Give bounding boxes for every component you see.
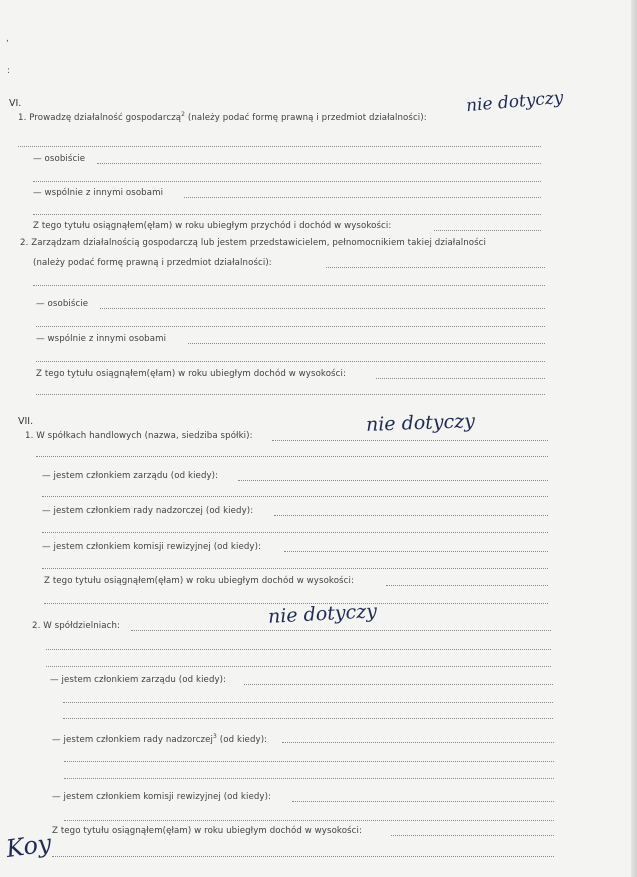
vi-item2-line2: (należy podać formę prawną i przedmiot działalności): xyxy=(33,258,272,268)
vi-item2-personally: — osobiście xyxy=(36,299,89,309)
vii-item2-line xyxy=(64,820,554,821)
vii-item2-board-line xyxy=(244,684,553,685)
vii-item2-income: Z tego tytułu osiągnąłem(ęłam) w roku ubiegłym dochód w wysokości: xyxy=(52,826,362,836)
vii-item1-audit: — jestem członkiem komisji rewizyjnej (od kiedy): xyxy=(42,542,262,552)
vii-item1-line xyxy=(272,440,548,441)
vi-item1-jointly-line xyxy=(184,197,541,198)
vi-item2-jointly-line xyxy=(188,343,545,344)
vii-item2-supervisory: — jestem członkiem rady nadzorczej$^3$ (od kiedy): xyxy=(52,733,268,745)
vii-item1-line xyxy=(42,568,548,569)
vi-item1-income: Z tego tytułu osiągnąłem(ęłam) w roku ubiegłym przychód i dochód w wysokości: xyxy=(33,221,392,231)
vii-item2-line xyxy=(64,761,554,762)
vii-item2-line xyxy=(131,630,551,631)
signature-initials: Koy xyxy=(4,828,54,864)
vii-item1-line xyxy=(42,496,548,497)
vii-item1-audit-line xyxy=(284,551,548,552)
vii-item1-board: — jestem członkiem zarządu (od kiedy): xyxy=(42,471,219,481)
vi-item2-income: Z tego tytułu osiągnąłem(ęłam) w roku ubiegłym dochód w wysokości: xyxy=(36,369,346,379)
vii-item1-board-line xyxy=(238,480,548,481)
vii-item2-line xyxy=(46,649,551,650)
vii-item1-income-line xyxy=(386,585,548,586)
vi-item1-line xyxy=(33,214,541,215)
vii-item2-line xyxy=(46,666,551,667)
vii-item2-board: — jestem członkiem zarządu (od kiedy): xyxy=(50,675,227,685)
vii-item2-text: 2. W spółdzielniach: xyxy=(32,621,120,631)
vi-item2-line xyxy=(36,361,545,362)
vii-item2-handwritten-note: nie dotyczy xyxy=(267,600,378,628)
vii-item2-line xyxy=(52,856,554,857)
vii-item2-supervisory-line xyxy=(282,742,554,743)
page-edge-shadow xyxy=(631,0,637,877)
vii-item2-income-line xyxy=(391,835,554,836)
vi-item2-line xyxy=(33,285,545,286)
vi-item2-line xyxy=(36,394,545,395)
vi-item2-line1: 2. Zarządzam działalnością gospodarczą lub jestem przedstawicielem, pełnomocnikiem takiej działalności xyxy=(20,238,486,248)
vii-item1-line xyxy=(42,532,548,533)
vi-item1-jointly: — wspólnie z innymi osobami xyxy=(33,188,164,198)
margin-mark: : xyxy=(7,66,11,76)
vii-item2-audit-line xyxy=(292,801,554,802)
vii-item1-line xyxy=(36,456,548,457)
vi-item1-line xyxy=(33,181,541,182)
vii-item1-income: Z tego tytułu osiągnąłem(ęłam) w roku ubiegłym dochód w wysokości: xyxy=(44,576,354,586)
section-vi-label: VI. xyxy=(9,98,22,109)
section-vii-label: VII. xyxy=(18,416,34,427)
vii-item1-text: 1. W spółkach handlowych (nazwa, siedziba spółki): xyxy=(25,431,253,441)
vii-item1-supervisory-line xyxy=(274,515,548,516)
vii-item2-audit: — jestem członkiem komisji rewizyjnej (od kiedy): xyxy=(52,792,272,802)
vi-item1-handwritten-note: nie dotyczy xyxy=(465,87,565,117)
vii-item2-line xyxy=(63,702,553,703)
vi-item2-line xyxy=(326,267,545,268)
vi-item1-income-line xyxy=(434,230,541,231)
vi-item1-line xyxy=(18,146,541,147)
vi-item1-personally: — osobiście xyxy=(33,154,86,164)
vi-item2-line xyxy=(36,326,545,327)
vi-item2-jointly: — wspólnie z innymi osobami xyxy=(36,334,167,344)
vi-item2-income-line xyxy=(376,378,545,379)
vii-item1-supervisory: — jestem członkiem rady nadzorczej (od kiedy): xyxy=(42,506,254,516)
vi-item2-personally-line xyxy=(100,308,545,309)
vi-item1-text: 1. Prowadzę działalność gospodarczą$^2$ (należy podać formę prawną i przedmiot działalności): xyxy=(18,111,427,123)
vii-item2-line xyxy=(63,718,553,719)
vi-item1-personally-line xyxy=(97,163,541,164)
vii-item1-handwritten-note: nie dotyczy xyxy=(365,410,476,436)
vii-item2-line xyxy=(64,778,554,779)
margin-mark: , xyxy=(6,34,9,44)
